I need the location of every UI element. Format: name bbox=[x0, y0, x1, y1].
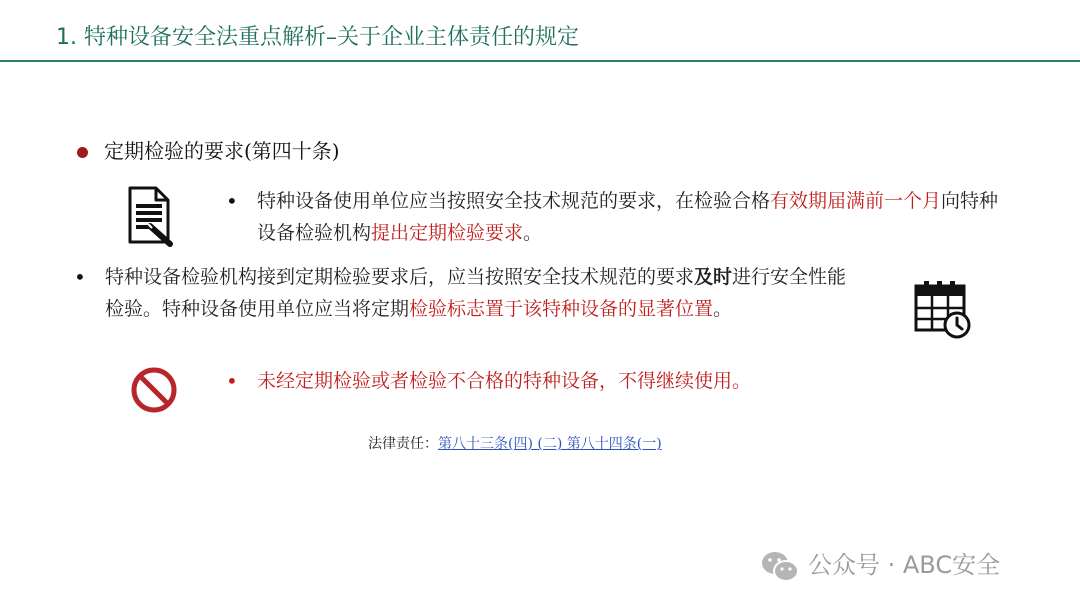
item2-emph-timely: 及时 bbox=[694, 266, 733, 288]
item1-bullet: • bbox=[226, 189, 238, 213]
section-heading bbox=[104, 136, 340, 166]
item1-text-b: 向特种设备检验机构 bbox=[257, 190, 999, 244]
item2-text-a: 特种设备检验机构接到定期检验要求后，应当按照安全技术规范的要求 bbox=[105, 266, 695, 288]
item2-text-end: 。 bbox=[713, 298, 733, 320]
legal-responsibility bbox=[368, 432, 662, 456]
item3-text: 未经定期检验或者检验不合格的特种设备，不得继续使用。 bbox=[257, 370, 752, 392]
heading-article: (第四十条) bbox=[244, 139, 340, 163]
heading-text: 定期检验的要求 bbox=[104, 139, 244, 163]
item1-text-end: 。 bbox=[523, 222, 543, 244]
watermark-label: 公众号 · ABC安全 bbox=[808, 551, 1001, 579]
prohibited-icon bbox=[128, 364, 180, 420]
legal-label: 法律责任： bbox=[368, 436, 438, 452]
item2-text bbox=[105, 261, 863, 325]
heading-bullet bbox=[77, 147, 88, 158]
item1-text bbox=[257, 185, 1017, 249]
document-edit-icon bbox=[126, 186, 178, 252]
item2-emph-mark: 检验标志置于该特种设备的显著位置 bbox=[409, 298, 714, 320]
watermark-text bbox=[808, 548, 1000, 582]
title-main: 1. 特种设备安全法重点解析 bbox=[56, 25, 326, 50]
item3-bullet: • bbox=[226, 369, 238, 393]
item2-text-b: 进行安全性能检验。特种设备使用单位应当将定期 bbox=[105, 266, 847, 320]
title-subtitle: –关于企业主体责任的规定 bbox=[325, 25, 579, 50]
wechat-icon bbox=[760, 550, 800, 588]
item1-text-a: 特种设备使用单位应当按照安全技术规范的要求，在检验合格 bbox=[257, 190, 771, 212]
item2-bullet: • bbox=[74, 265, 86, 289]
legal-refs-link[interactable]: 第八十三条(四) (二) 第八十四条(一) bbox=[438, 436, 662, 452]
item1-emph-request: 提出定期检验要求 bbox=[371, 222, 524, 244]
calendar-clock-icon bbox=[912, 278, 972, 344]
item1-emph-period: 有效期届满前一个月 bbox=[770, 190, 942, 212]
slide-title bbox=[56, 22, 579, 54]
header-divider bbox=[0, 60, 1080, 62]
